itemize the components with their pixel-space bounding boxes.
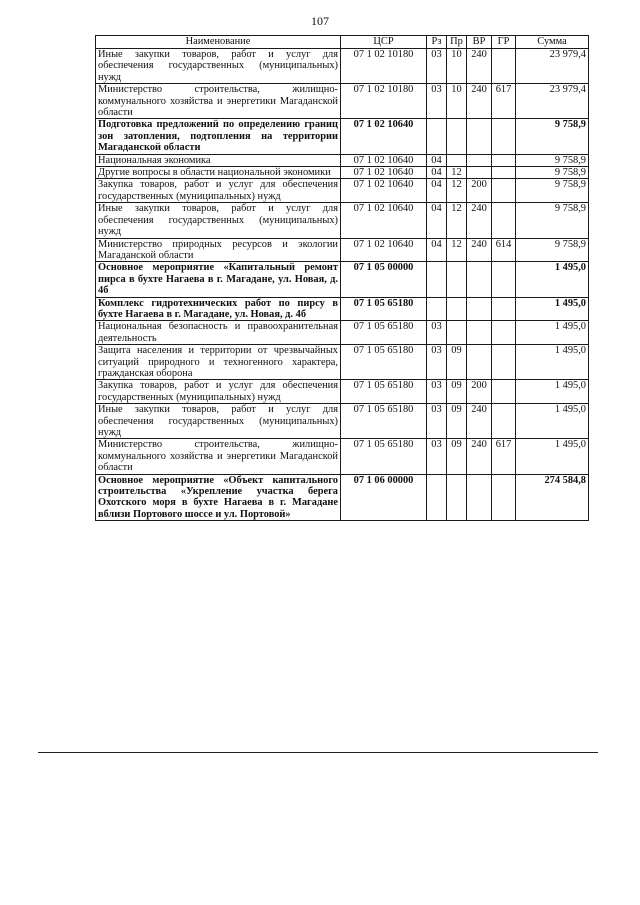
table-row	[96, 238, 589, 262]
cell-rz: 03	[427, 321, 447, 345]
cell-name: Основное мероприятие «Капитальный ремонт пирса в бухте Нагаева в г. Магадане, ул. Новая, д. 4б	[96, 262, 341, 297]
cell-name: Иные закупки товаров, работ и услуг для обеспечения государственных (муниципальных) нужд	[96, 404, 341, 439]
cell-name: Министерство строительства, жилищно-коммунального хозяйства и энергетики Магаданской области	[96, 439, 341, 474]
cell-pr	[447, 474, 467, 521]
table-row	[96, 154, 589, 166]
cell-gr	[492, 380, 516, 404]
cell-vr	[467, 154, 492, 166]
cell-vr	[467, 119, 492, 154]
cell-csr: 07 1 06 00000	[341, 474, 427, 521]
cell-name: Иные закупки товаров, работ и услуг для обеспечения государственных (муниципальных) нужд	[96, 49, 341, 84]
cell-name: Защита населения и территории от чрезвычайных ситуаций природного и техногенного характера, гражданская оборона	[96, 345, 341, 380]
cell-csr: 07 1 02 10640	[341, 119, 427, 154]
cell-pr: 12	[447, 238, 467, 262]
cell-rz: 04	[427, 179, 447, 203]
cell-rz: 03	[427, 49, 447, 84]
cell-pr: 12	[447, 203, 467, 238]
cell-sum: 274 584,8	[516, 474, 589, 521]
cell-gr	[492, 262, 516, 297]
cell-rz: 03	[427, 404, 447, 439]
cell-name: Министерство природных ресурсов и экологии Магаданской области	[96, 238, 341, 262]
cell-sum: 9 758,9	[516, 238, 589, 262]
cell-name: Закупка товаров, работ и услуг для обеспечения государственных (муниципальных) нужд	[96, 179, 341, 203]
cell-rz	[427, 119, 447, 154]
cell-sum: 1 495,0	[516, 439, 589, 474]
cell-sum: 9 758,9	[516, 154, 589, 166]
cell-pr	[447, 154, 467, 166]
cell-vr	[467, 321, 492, 345]
cell-csr: 07 1 05 65180	[341, 345, 427, 380]
footer-divider	[38, 752, 598, 753]
cell-gr	[492, 474, 516, 521]
cell-gr: 617	[492, 439, 516, 474]
table-body	[96, 49, 589, 521]
table-row	[96, 262, 589, 297]
cell-gr: 614	[492, 238, 516, 262]
cell-pr	[447, 321, 467, 345]
cell-rz: 03	[427, 345, 447, 380]
header-sum: Сумма	[516, 36, 589, 49]
cell-rz	[427, 474, 447, 521]
cell-name: Министерство строительства, жилищно-коммунального хозяйства и энергетики Магаданской области	[96, 84, 341, 119]
cell-gr	[492, 404, 516, 439]
cell-gr	[492, 119, 516, 154]
cell-vr: 240	[467, 439, 492, 474]
cell-sum: 1 495,0	[516, 345, 589, 380]
cell-csr: 07 1 05 65180	[341, 380, 427, 404]
table-row	[96, 439, 589, 474]
cell-gr	[492, 345, 516, 380]
cell-gr	[492, 179, 516, 203]
cell-pr: 10	[447, 84, 467, 119]
cell-rz: 04	[427, 203, 447, 238]
cell-csr: 07 1 02 10640	[341, 179, 427, 203]
table-row	[96, 297, 589, 321]
cell-gr: 617	[492, 84, 516, 119]
cell-vr	[467, 474, 492, 521]
cell-rz: 04	[427, 167, 447, 179]
cell-name: Национальная экономика	[96, 154, 341, 166]
header-csr: ЦСР	[341, 36, 427, 49]
cell-name: Закупка товаров, работ и услуг для обеспечения государственных (муниципальных) нужд	[96, 380, 341, 404]
cell-rz: 03	[427, 84, 447, 119]
cell-pr	[447, 119, 467, 154]
cell-csr: 07 1 05 00000	[341, 262, 427, 297]
cell-rz: 03	[427, 439, 447, 474]
cell-vr: 240	[467, 49, 492, 84]
cell-name: Национальная безопасность и правоохранительная деятельность	[96, 321, 341, 345]
cell-name: Подготовка предложений по определению границ зон затопления, подтопления на территории Магаданской области	[96, 119, 341, 154]
cell-sum: 1 495,0	[516, 297, 589, 321]
table-row	[96, 404, 589, 439]
cell-pr: 09	[447, 345, 467, 380]
cell-pr: 10	[447, 49, 467, 84]
cell-pr: 09	[447, 380, 467, 404]
cell-sum: 9 758,9	[516, 119, 589, 154]
table-row	[96, 179, 589, 203]
cell-name: Другие вопросы в области национальной экономики	[96, 167, 341, 179]
table-row	[96, 203, 589, 238]
header-name: Наименование	[96, 36, 341, 49]
cell-vr: 240	[467, 404, 492, 439]
cell-vr	[467, 262, 492, 297]
cell-sum: 23 979,4	[516, 49, 589, 84]
cell-gr	[492, 154, 516, 166]
cell-gr	[492, 167, 516, 179]
cell-vr	[467, 345, 492, 380]
cell-pr: 09	[447, 404, 467, 439]
cell-sum: 1 495,0	[516, 380, 589, 404]
table-row	[96, 167, 589, 179]
cell-pr	[447, 262, 467, 297]
cell-name: Комплекс гидротехнических работ по пирсу в бухте Нагаева в г. Магадане, ул. Новая, д. 4б	[96, 297, 341, 321]
cell-pr: 09	[447, 439, 467, 474]
cell-rz	[427, 262, 447, 297]
cell-vr: 240	[467, 84, 492, 119]
table-row	[96, 474, 589, 521]
cell-csr: 07 1 05 65180	[341, 321, 427, 345]
cell-rz	[427, 297, 447, 321]
cell-csr: 07 1 02 10640	[341, 154, 427, 166]
cell-pr: 12	[447, 167, 467, 179]
cell-csr: 07 1 02 10640	[341, 203, 427, 238]
cell-pr	[447, 297, 467, 321]
cell-gr	[492, 49, 516, 84]
cell-sum: 9 758,9	[516, 179, 589, 203]
cell-vr: 240	[467, 238, 492, 262]
header-pr: Пр	[447, 36, 467, 49]
cell-sum: 23 979,4	[516, 84, 589, 119]
cell-csr: 07 1 02 10640	[341, 238, 427, 262]
cell-name: Основное мероприятие «Объект капитального строительства «Укрепление участка берега Охотского моря в бухте Нагаева в г. Магадане вблизи Портового шоссе и ул. Портовой»	[96, 474, 341, 521]
table-row	[96, 119, 589, 154]
cell-gr	[492, 297, 516, 321]
cell-csr: 07 1 05 65180	[341, 404, 427, 439]
header-gr: ГР	[492, 36, 516, 49]
cell-sum: 1 495,0	[516, 404, 589, 439]
cell-csr: 07 1 05 65180	[341, 297, 427, 321]
page-number: 107	[311, 14, 329, 28]
table-row	[96, 84, 589, 119]
cell-gr	[492, 203, 516, 238]
cell-pr: 12	[447, 179, 467, 203]
table-row	[96, 345, 589, 380]
header-rz: Рз	[427, 36, 447, 49]
table-header-row	[96, 36, 589, 49]
cell-vr	[467, 167, 492, 179]
table-row	[96, 380, 589, 404]
cell-sum: 9 758,9	[516, 203, 589, 238]
cell-sum: 1 495,0	[516, 262, 589, 297]
cell-csr: 07 1 02 10640	[341, 167, 427, 179]
cell-vr	[467, 297, 492, 321]
cell-vr: 200	[467, 380, 492, 404]
cell-csr: 07 1 02 10180	[341, 49, 427, 84]
cell-sum: 1 495,0	[516, 321, 589, 345]
cell-name: Иные закупки товаров, работ и услуг для обеспечения государственных (муниципальных) нужд	[96, 203, 341, 238]
cell-gr	[492, 321, 516, 345]
cell-vr: 200	[467, 179, 492, 203]
header-vr: ВР	[467, 36, 492, 49]
table-row	[96, 321, 589, 345]
table-row	[96, 49, 589, 84]
cell-sum: 9 758,9	[516, 167, 589, 179]
cell-csr: 07 1 05 65180	[341, 439, 427, 474]
cell-vr: 240	[467, 203, 492, 238]
budget-table	[95, 35, 589, 521]
cell-csr: 07 1 02 10180	[341, 84, 427, 119]
cell-rz: 04	[427, 238, 447, 262]
cell-rz: 04	[427, 154, 447, 166]
cell-rz: 03	[427, 380, 447, 404]
